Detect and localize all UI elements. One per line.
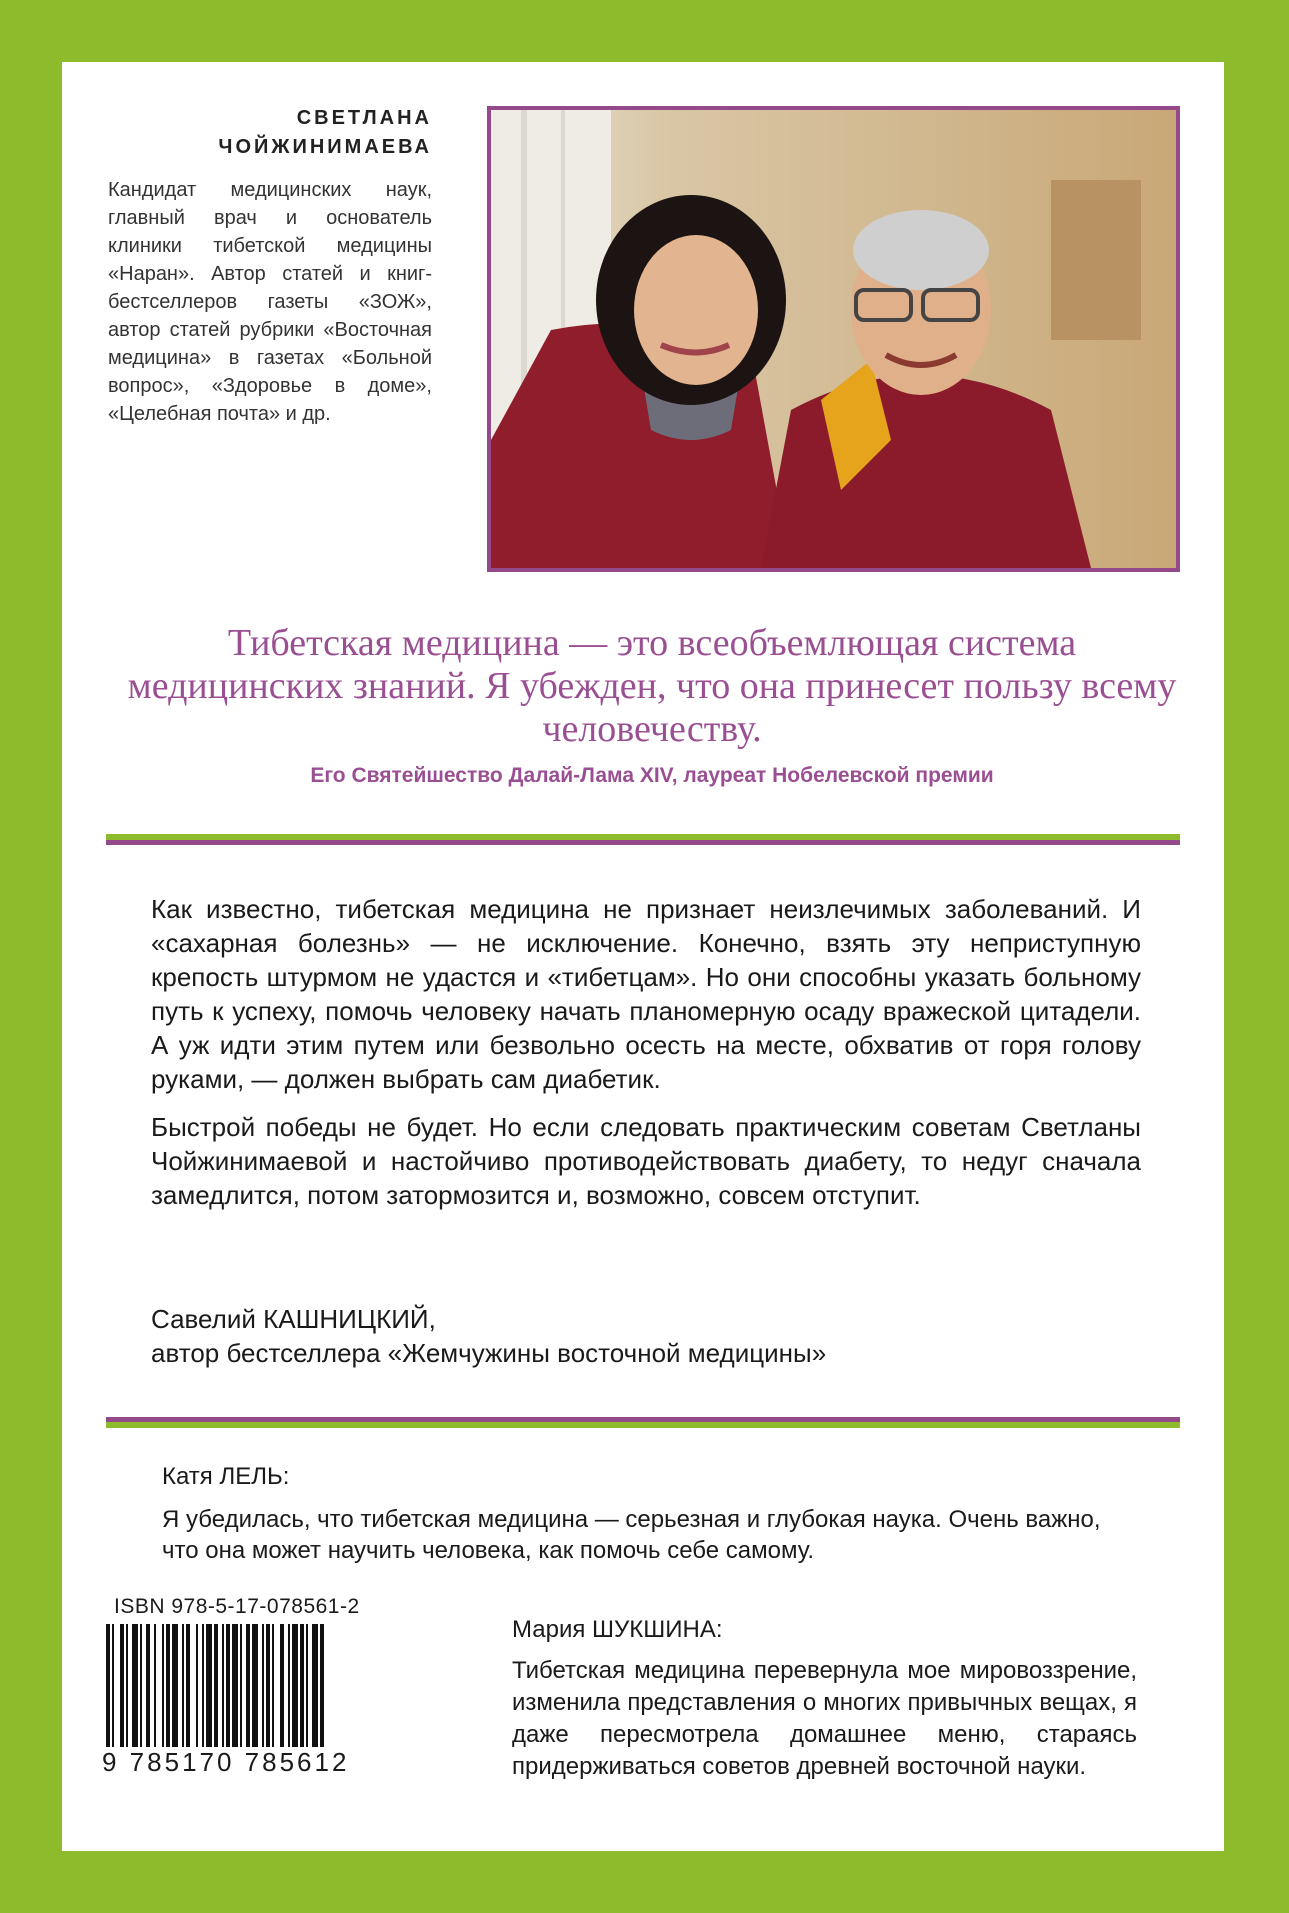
review-paragraph: Быстрой победы не будет. Но если следовать практическим советам Светланы Чойжинимаевой и настойчиво противодействовать диабету, то недуг сначала замедлится, потом затормозится и, возможно, совсем отступит.	[151, 1112, 1141, 1210]
barcode-bar	[166, 1624, 170, 1759]
testimonial-shukshina-text: Тибетская медицина перевернула мое мировоззрение, изменила представления о многих привычных вещах, я даже пересмотрела домашнее меню, стараясь придерживаться советов древней восточной науки.	[512, 1657, 1137, 1780]
section-divider	[106, 1417, 1180, 1428]
testimonial-lel-text: Я убедилась, что тибетская медицина — серьезная и глубокая наука. Очень важно, что она может научить человека, как помочь себе самому.	[162, 1506, 1101, 1564]
barcode-bar	[140, 1624, 142, 1759]
barcode-bar	[162, 1624, 164, 1759]
barcode-bar	[312, 1624, 318, 1759]
barcode-bar	[214, 1624, 218, 1759]
barcode-bar	[196, 1624, 198, 1759]
testimonial-shukshina-name: Мария ШУКШИНА:	[512, 1616, 723, 1643]
barcode-bar	[300, 1624, 304, 1759]
barcode-bar	[186, 1624, 190, 1759]
barcode-bar	[288, 1624, 290, 1759]
barcode-bar	[120, 1624, 124, 1759]
barcode-bar	[226, 1624, 230, 1759]
barcode-bar	[132, 1624, 138, 1759]
dalai-lama-quote: Тибетская медицина — это всеобъемлющая система медицинских знаний. Я убежден, что она принесет пользу всему человечеству.	[127, 622, 1177, 750]
barcode-bar	[292, 1624, 298, 1759]
review-signature	[151, 1302, 826, 1370]
barcode-bar	[306, 1624, 308, 1759]
section-divider	[106, 834, 1180, 845]
barcode-bar	[222, 1624, 224, 1759]
barcode-bar	[262, 1624, 264, 1759]
barcode-bar	[280, 1624, 284, 1759]
barcode-bar	[146, 1624, 150, 1759]
signature-role: автор бестселлера «Жемчужины восточной медицины»	[151, 1338, 827, 1368]
barcode-bar	[172, 1624, 178, 1759]
barcode	[102, 1624, 392, 1759]
back-cover	[62, 62, 1224, 1851]
barcode-bar	[266, 1624, 270, 1759]
author-photo	[487, 106, 1180, 572]
barcode-bar	[240, 1624, 242, 1759]
author-first-name: СВЕТЛАНА	[296, 107, 432, 129]
author-last-name: ЧОЙЖИНИМАЕВА	[218, 136, 432, 158]
barcode-bar	[154, 1624, 156, 1759]
barcode-bar	[112, 1624, 114, 1759]
photo-illustration	[491, 110, 1176, 568]
barcode-bar	[182, 1624, 184, 1759]
barcode-bar	[126, 1624, 128, 1759]
barcode-bar	[232, 1624, 238, 1759]
author-bio: Кандидат медицинских наук, главный врач и основатель клиники тибетской медицины «Наран». Автор статей и книг-бестселлеров газеты «ЗОЖ», автор статей рубрики «Восточная медицина» в газетах «Больной вопрос», «Здоровье в доме», «Целебная почта» и др.	[108, 179, 432, 425]
author-name	[112, 104, 432, 162]
review-text	[151, 892, 1141, 1226]
barcode-bar	[320, 1624, 324, 1759]
isbn-label: ISBN 978-5-17-078561-2	[114, 1595, 360, 1618]
barcode-bar	[106, 1624, 110, 1759]
barcode-digits: 9 785170 785612	[102, 1747, 412, 1778]
review-paragraph: Как известно, тибетская медицина не признает неизлечимых заболеваний. И «сахарная болезнь» — не исключение. Конечно, взять эту неприступную крепость штурмом не удастся и «тибетцам». Но они способны указать больному путь к успеху, помочь человеку начать планомерную осаду вражеской цитадели. А уж идти этим путем или безвольно осесть на месте, обхватив от горя голову руками, — должен выбрать сам диабетик.	[151, 894, 1141, 1094]
signature-name: Савелий КАШНИЦКИЙ,	[151, 1304, 436, 1334]
barcode-bar	[246, 1624, 250, 1759]
testimonial-lel-name: Катя ЛЕЛЬ:	[162, 1463, 290, 1490]
barcode-bar	[272, 1624, 274, 1759]
barcode-bar	[202, 1624, 204, 1759]
barcode-bar	[206, 1624, 212, 1759]
quote-attribution: Его Святейшество Далай-Лама XIV, лауреат Нобелевской премии	[310, 764, 994, 787]
barcode-bar	[252, 1624, 258, 1759]
